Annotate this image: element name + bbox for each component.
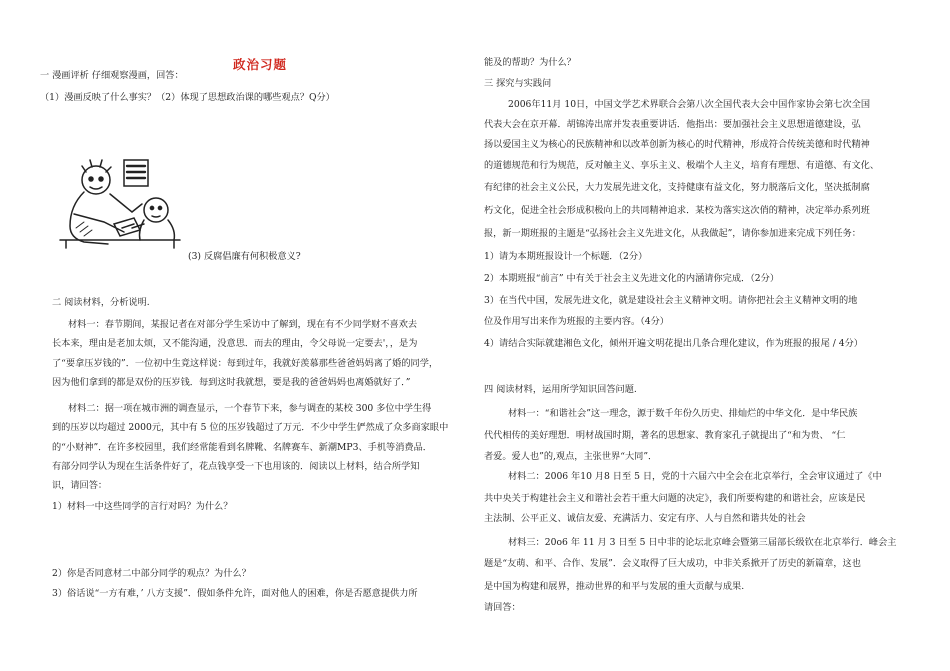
right-text-line: 1）请为本期班报设计一个标题．（2分） bbox=[484, 251, 648, 262]
left-text-line: 1）材料一中这些同学的言行对吗？为什么？ bbox=[52, 501, 233, 512]
left-text-line: 二 阅读材料，分析说明. bbox=[52, 297, 150, 308]
right-text-line: 扬以爱国主义为核心的民族精神和以改革创新为核心的时代精神，形成符合传统美德和时代精神 bbox=[484, 139, 870, 150]
left-text-line: 一 漫画评析 仔细观察漫画，回答： bbox=[40, 70, 184, 81]
left-text-line: 识，请回答： bbox=[52, 480, 108, 491]
left-text-line: 到的压岁以均超过 2000元，其中有 5 位的压岁钱超过了万元．不少中学生俨然成了众多商家眼中 bbox=[52, 422, 449, 433]
left-text-line: （1）漫画反映了什么事实？（2）体现了思想政治课的哪些观点？Q分） bbox=[40, 92, 335, 103]
right-text-line: 3）在当代中国，发展先进文化，就是建设社会主义精神文明。请你把社会主义精神文明的地 bbox=[484, 295, 858, 306]
right-text-line: 材料二：2006 年10 月8 日至 5 日，党的十六届六中全会在北京举行，全会审议通过了《中 bbox=[508, 471, 882, 482]
right-text-line: 主法制、公平正义、诚信友爱、充满活力、安定有序、人与自然和谐共处的社会 bbox=[484, 513, 806, 524]
cartoon-illustration bbox=[56, 158, 184, 250]
left-text-line: 3）俗话说“一方有难，’ 八方支援”．假如条件允许，面对他人的困难，你是否愿意提供力所 bbox=[52, 588, 418, 599]
right-text-line: 请回答： bbox=[484, 602, 521, 613]
right-text-line: 四 阅读材料，运用所学知识回答问题. bbox=[484, 384, 637, 395]
left-text-line: 长本来，理由是老加太烦，又不能沟通，没意思．而去的理由，令父母说一定要去'，，是为 bbox=[52, 338, 418, 349]
right-text-line: 2006年11月 10日，中国文学艺术界联合会第八次全国代表大会中国作家协会第七次全国 bbox=[508, 99, 871, 110]
right-text-line: 位及作用写出来作为班报的主要内容。（4分） bbox=[484, 316, 669, 327]
right-text-line: 材料三：20o6 年 11 月 3 日至 5 日中非的论坛北京峰会暨第三届部长级钦在北京举行．峰会主 bbox=[508, 537, 897, 548]
left-text-line: 了“要拿压岁钱的”．一位初中生竟这样说：每到过年，我就好羡慕那些爸爸妈妈离了婚的同学， bbox=[52, 358, 439, 369]
right-text-line: 三 探究与实践问 bbox=[484, 78, 552, 89]
left-text-line: 有部分同学认为现在生活条件好了，花点钱享受一下也用该的．阅读以上材料，结合所学知 bbox=[52, 461, 420, 472]
right-text-line: 朽文化，促进全社会形成积极向上的共同精神追求．某校为落实这次俏的精神，决定举办系列班 bbox=[484, 205, 870, 216]
right-text-line: 代代相传的美好理想．明材战国时期，著名的思想家、教育家孔子就提出了“和为贵、 “仁 bbox=[484, 430, 846, 441]
right-text-line: 报，新一期班报的主题是“弘扬社会主义先进文化，从我做起”，请你参加进来完成下列任务： bbox=[484, 228, 861, 239]
right-text-line: 共中央关于构建社会主义和谐社会若干重大问题的决定》，我们所要构建的和谐社会，应该是民 bbox=[484, 493, 866, 504]
left-text-line: 2）你是否同意材二中部分同学的观点？为什么？ bbox=[52, 568, 251, 579]
left-text-line: (3) 反腐倡廉有何积极意义? bbox=[188, 251, 301, 262]
left-text-line: 因为他们拿到的都是双份的压岁钱．每到这时我就想，要是我的爸爸妈妈也离婚就好了．” bbox=[52, 377, 411, 388]
right-text-line: 的道德规范和行为规范，反对触主义、享乐主义、极端个人主义，培育有理想、有道德、有文化、 bbox=[484, 160, 880, 171]
right-text-line: 者爱。爱人也”的,观点，主张世界“大同”． bbox=[484, 451, 658, 462]
right-text-line: 是中国为构建和展界，推动世界的和平与发展的重大贡献与成果. bbox=[484, 581, 745, 592]
left-text-line: 的“小财神”．在许多校园里，我们经常能看到名牌靴、名牌赛车、新潮MP3、手机等消费品． bbox=[52, 442, 432, 453]
right-text-line: 4）请结合实际就建湘色文化，倾州开遍文明花提出几条合理化建议，作为班报的报尾 / 4分） bbox=[484, 338, 863, 349]
right-text-line: 有纪律的社会主义公民，大力发展先进文化，支持健康有益文化，努力脱落后文化，坚决抵制腐 bbox=[484, 182, 870, 193]
left-text-line: 材料一：春节期间，某报记者在对部分学生采访中了解到，现在有不少同学财不喜欢去 bbox=[68, 319, 418, 330]
right-text-line: 代表大会在京开幕．胡锦涛出席并发表重要讲话．他指出：要加强社会主义思想道德建设，弘 bbox=[484, 119, 861, 130]
right-text-line: 材料一：“和谐社会”这一理念，源于数千年份久历史、排灿烂的中华文化．是中华民族 bbox=[508, 408, 858, 419]
right-text-line: 题是“友萌、和平、合作、发展”．会义取得了巨大成功，中非关系掀开了历史的新篇章，这也 bbox=[484, 558, 861, 569]
left-text-line: 材料二：据一项在城市洲的调查显示，一个春节下来，参与调查的某校 300 多位中学生得 bbox=[68, 403, 432, 414]
right-text-line: 2）本期班报“前言” 中有关于社会主义先进文化的内涵请你完成．（2分） bbox=[484, 273, 780, 284]
page-title: 政治习题 bbox=[233, 57, 288, 72]
right-text-line: 能及的帮助？为什么？ bbox=[484, 57, 576, 68]
